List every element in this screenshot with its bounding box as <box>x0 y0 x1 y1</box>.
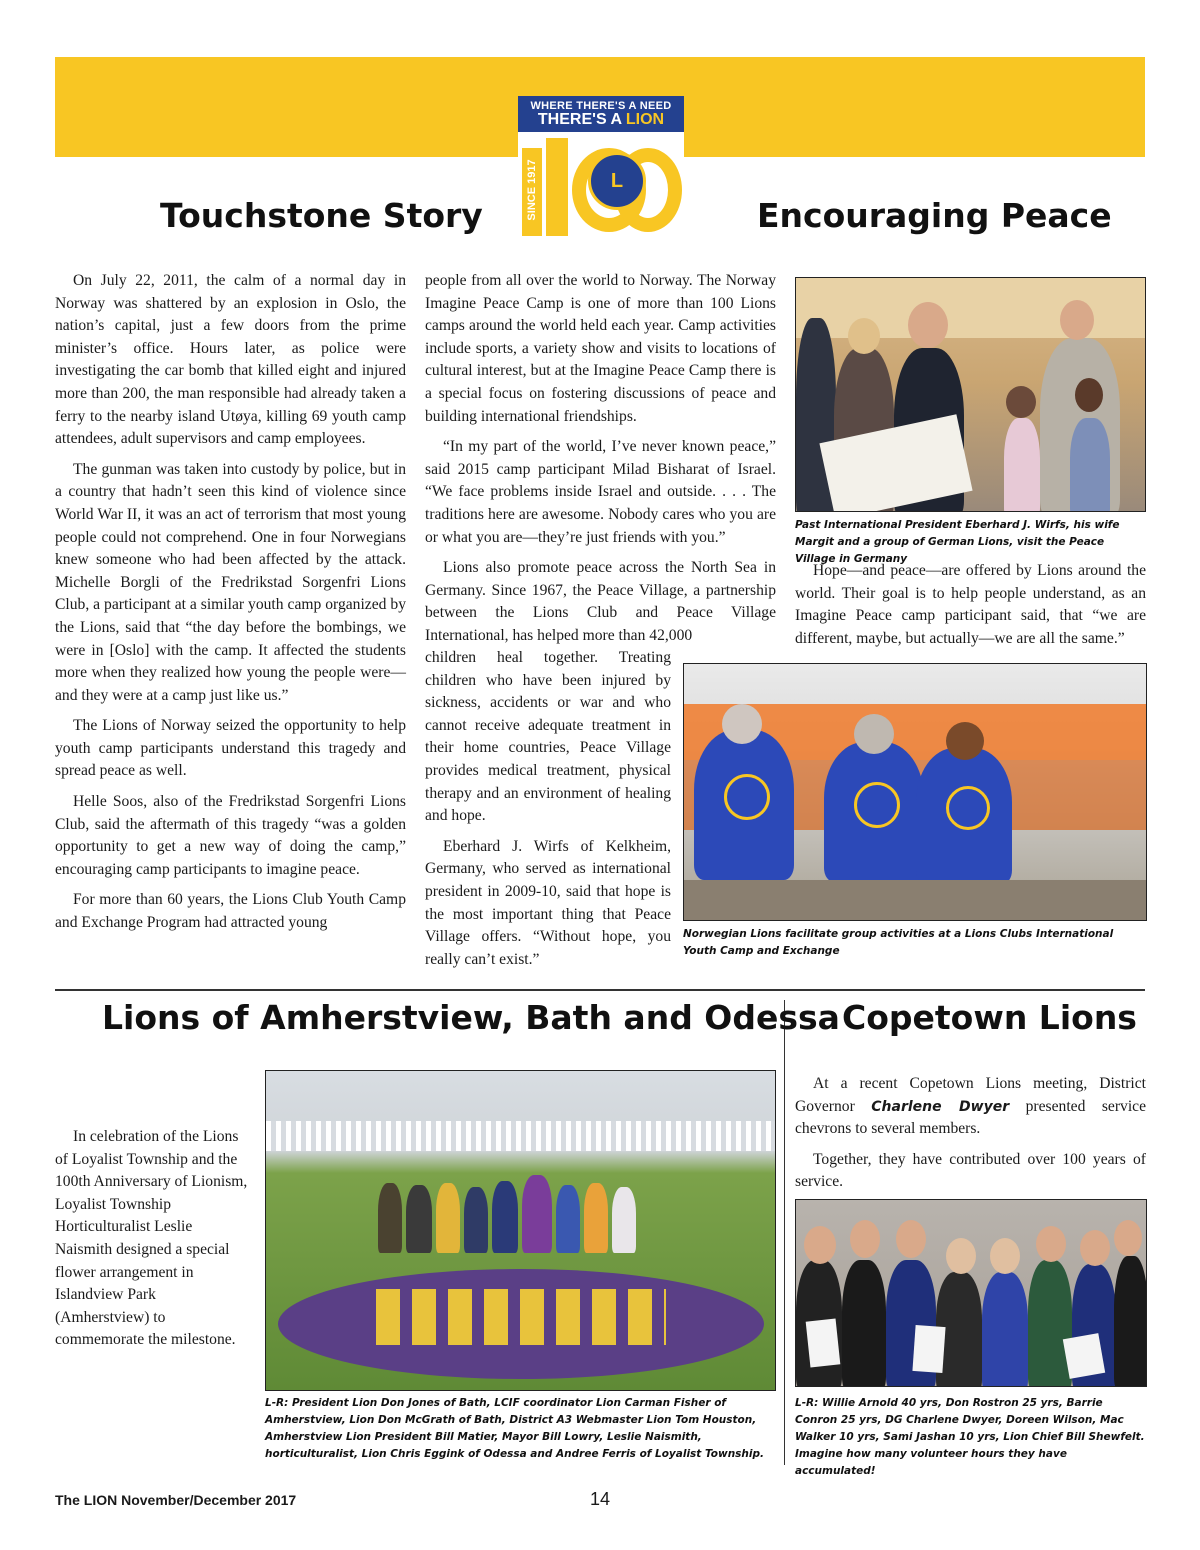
column-divider <box>784 1000 785 1465</box>
youth-camp-caption: Norwegian Lions facilitate group activities at a Lions Clubs International Youth Camp and Exchange <box>683 928 1114 957</box>
touchstone-column-2: people from all over the world to Norway. The Norway Imagine Peace Camp is one of more than 100 Lions camps around the world held each year. Camp activities include sports, a variety show and visits to locations of cultural interest, but at the Imagine Peace Camp there is a special focus on fostering discussions of peace and building international friendships. “In my part of the world, I’ve never known peace,” said 2015 camp participant Milad Bisharat of Israel. “We face problems inside Israel and outside. . . . The traditions here are awesome. Nobody cares who you are or what you are—they’re just friends with you.” Lions also promote peace across the North Sea in Germany. Since 1967, the Peace Village, a partnership between the Lions Club and Peace Village International, has helped more than 42,000 <box>425 272 776 644</box>
lions-emblem-icon: L <box>588 152 646 210</box>
flower-arrangement-photo <box>265 1070 776 1391</box>
copetown-title: Copetown Lions <box>842 998 1137 1037</box>
governor-name: Charlene Dwyer <box>871 1098 1010 1115</box>
copetown-caption: L-R: Willie Arnold 40 yrs, Don Rostron 25 yrs, Barrie Conron 25 yrs, DG Charlene Dwyer, Doreen Wilson, Mac Walker 10 yrs, Sami Jashan 10 yrs, Lion Chief Bill Shewfelt. Imagine how many volunteer hours they have accumulated! <box>795 1397 1145 1477</box>
logo-tagline: WHERE THERE'S A NEED THERE'S A LION <box>518 96 684 132</box>
amherstview-text: In celebration of the Lions of Loyalist Township and the 100th Anniversary of Lionism, Loyalist Township Horticulturalist Leslie Naismith designed a special flower arrangement in Islandview Park (Amherstview) to commemorate the milestone. <box>55 1128 248 1349</box>
logo-digit-one <box>546 138 568 236</box>
lions-100-logo <box>518 96 684 240</box>
section-divider <box>55 989 1145 991</box>
page-number: 14 <box>590 1489 611 1509</box>
youth-camp-photo <box>683 663 1147 921</box>
touchstone-column-1: On July 22, 2011, the calm of a normal day in Norway was shattered by an explosion in Oslo, the nation’s capital, just a few doors from the prime minister’s office. Hours later, as police were investigating the car bomb that killed eight and injured more than 200, the man responsible had already taken a ferry to the nearby island Utøya, killing 69 youth camp attendees, adult supervisors and camp employees. The gunman was taken into custody by police, but in a country that hadn’t seen this kind of violence since World War II, it was an act of terrorism that most young people could not comprehend. One in four Norwegians knew someone who had been affected by the attack. Michelle Borgli of the Fredrikstad Sorgenfri Lions Club, a participant at a similar youth camp organized by the Lions, said that “the day before the bombings, we were in [Oslo] with the camp. It affected the students more when they realized how young the people were—and they were at a camp just like us.” The Lions of Norway seized the opportunity to help youth camp participants understand this tragedy and spread peace as well. Helle Soos, also of the Fredrikstad Sorgenfri Lions Club, said the aftermath of this tragedy “was a golden opportunity to get a new way of doing the camp,” encouraging camp participants to imagine peace. For more than 60 years, the Lions Club Youth Camp and Exchange Program had attracted young <box>55 272 406 932</box>
peace-village-photo <box>795 277 1146 512</box>
peace-village-caption: Past International President Eberhard J. Wirfs, his wife Margit and a group of German Lions, visit the Peace Village in Germany <box>795 519 1120 565</box>
peace-title: Encouraging Peace <box>757 196 1112 235</box>
copetown-members-photo <box>795 1199 1147 1387</box>
peace-column-3: Hope—and peace—are offered by Lions around the world. Their goal is to help people understand, as an Imagine Peace camp participant said, that “we are different, maybe, but actually—we are all the same.” <box>795 562 1146 647</box>
publication-footer: The LION November/December 2017 <box>55 1492 297 1508</box>
logo-since: SINCE 1917 <box>522 148 542 236</box>
copetown-text: At a recent Copetown Lions meeting, District Governor Charlene Dwyer presented service chevrons to several members. Together, they have contributed over 100 years of service. <box>795 1075 1147 1191</box>
amherstview-title: Lions of Amherstview, Bath and Odessa <box>102 998 840 1037</box>
flower-arrangement-caption: L-R: President Lion Don Jones of Bath, LCIF coordinator Lion Carman Fisher of Amherstview, Lion Don McGrath of Bath, District A3 Webmaster Lion Tom Houston, Amherstview Lion President Bill Matier, Mayor Bill Lowry, Leslie Naismith, horticulturalist, Lion Chris Eggink of Odessa and Andree Ferris of Loyalist Township. <box>265 1397 764 1460</box>
touchstone-title: Touchstone Story <box>160 196 483 235</box>
touchstone-column-2-lower: children heal together. Treating children who have been injured by sickness, accidents or war and who cannot receive adequate treatment in their home countries, Peace Village provides medical treatment, physical therapy and an environment of healing and hope. Eberhard J. Wirfs of Kelkheim, Germany, who served as international president in 2009-10, said that hope is the most important thing that Peace Village offers. “Without hope, you really can’t exist.” <box>425 649 671 968</box>
